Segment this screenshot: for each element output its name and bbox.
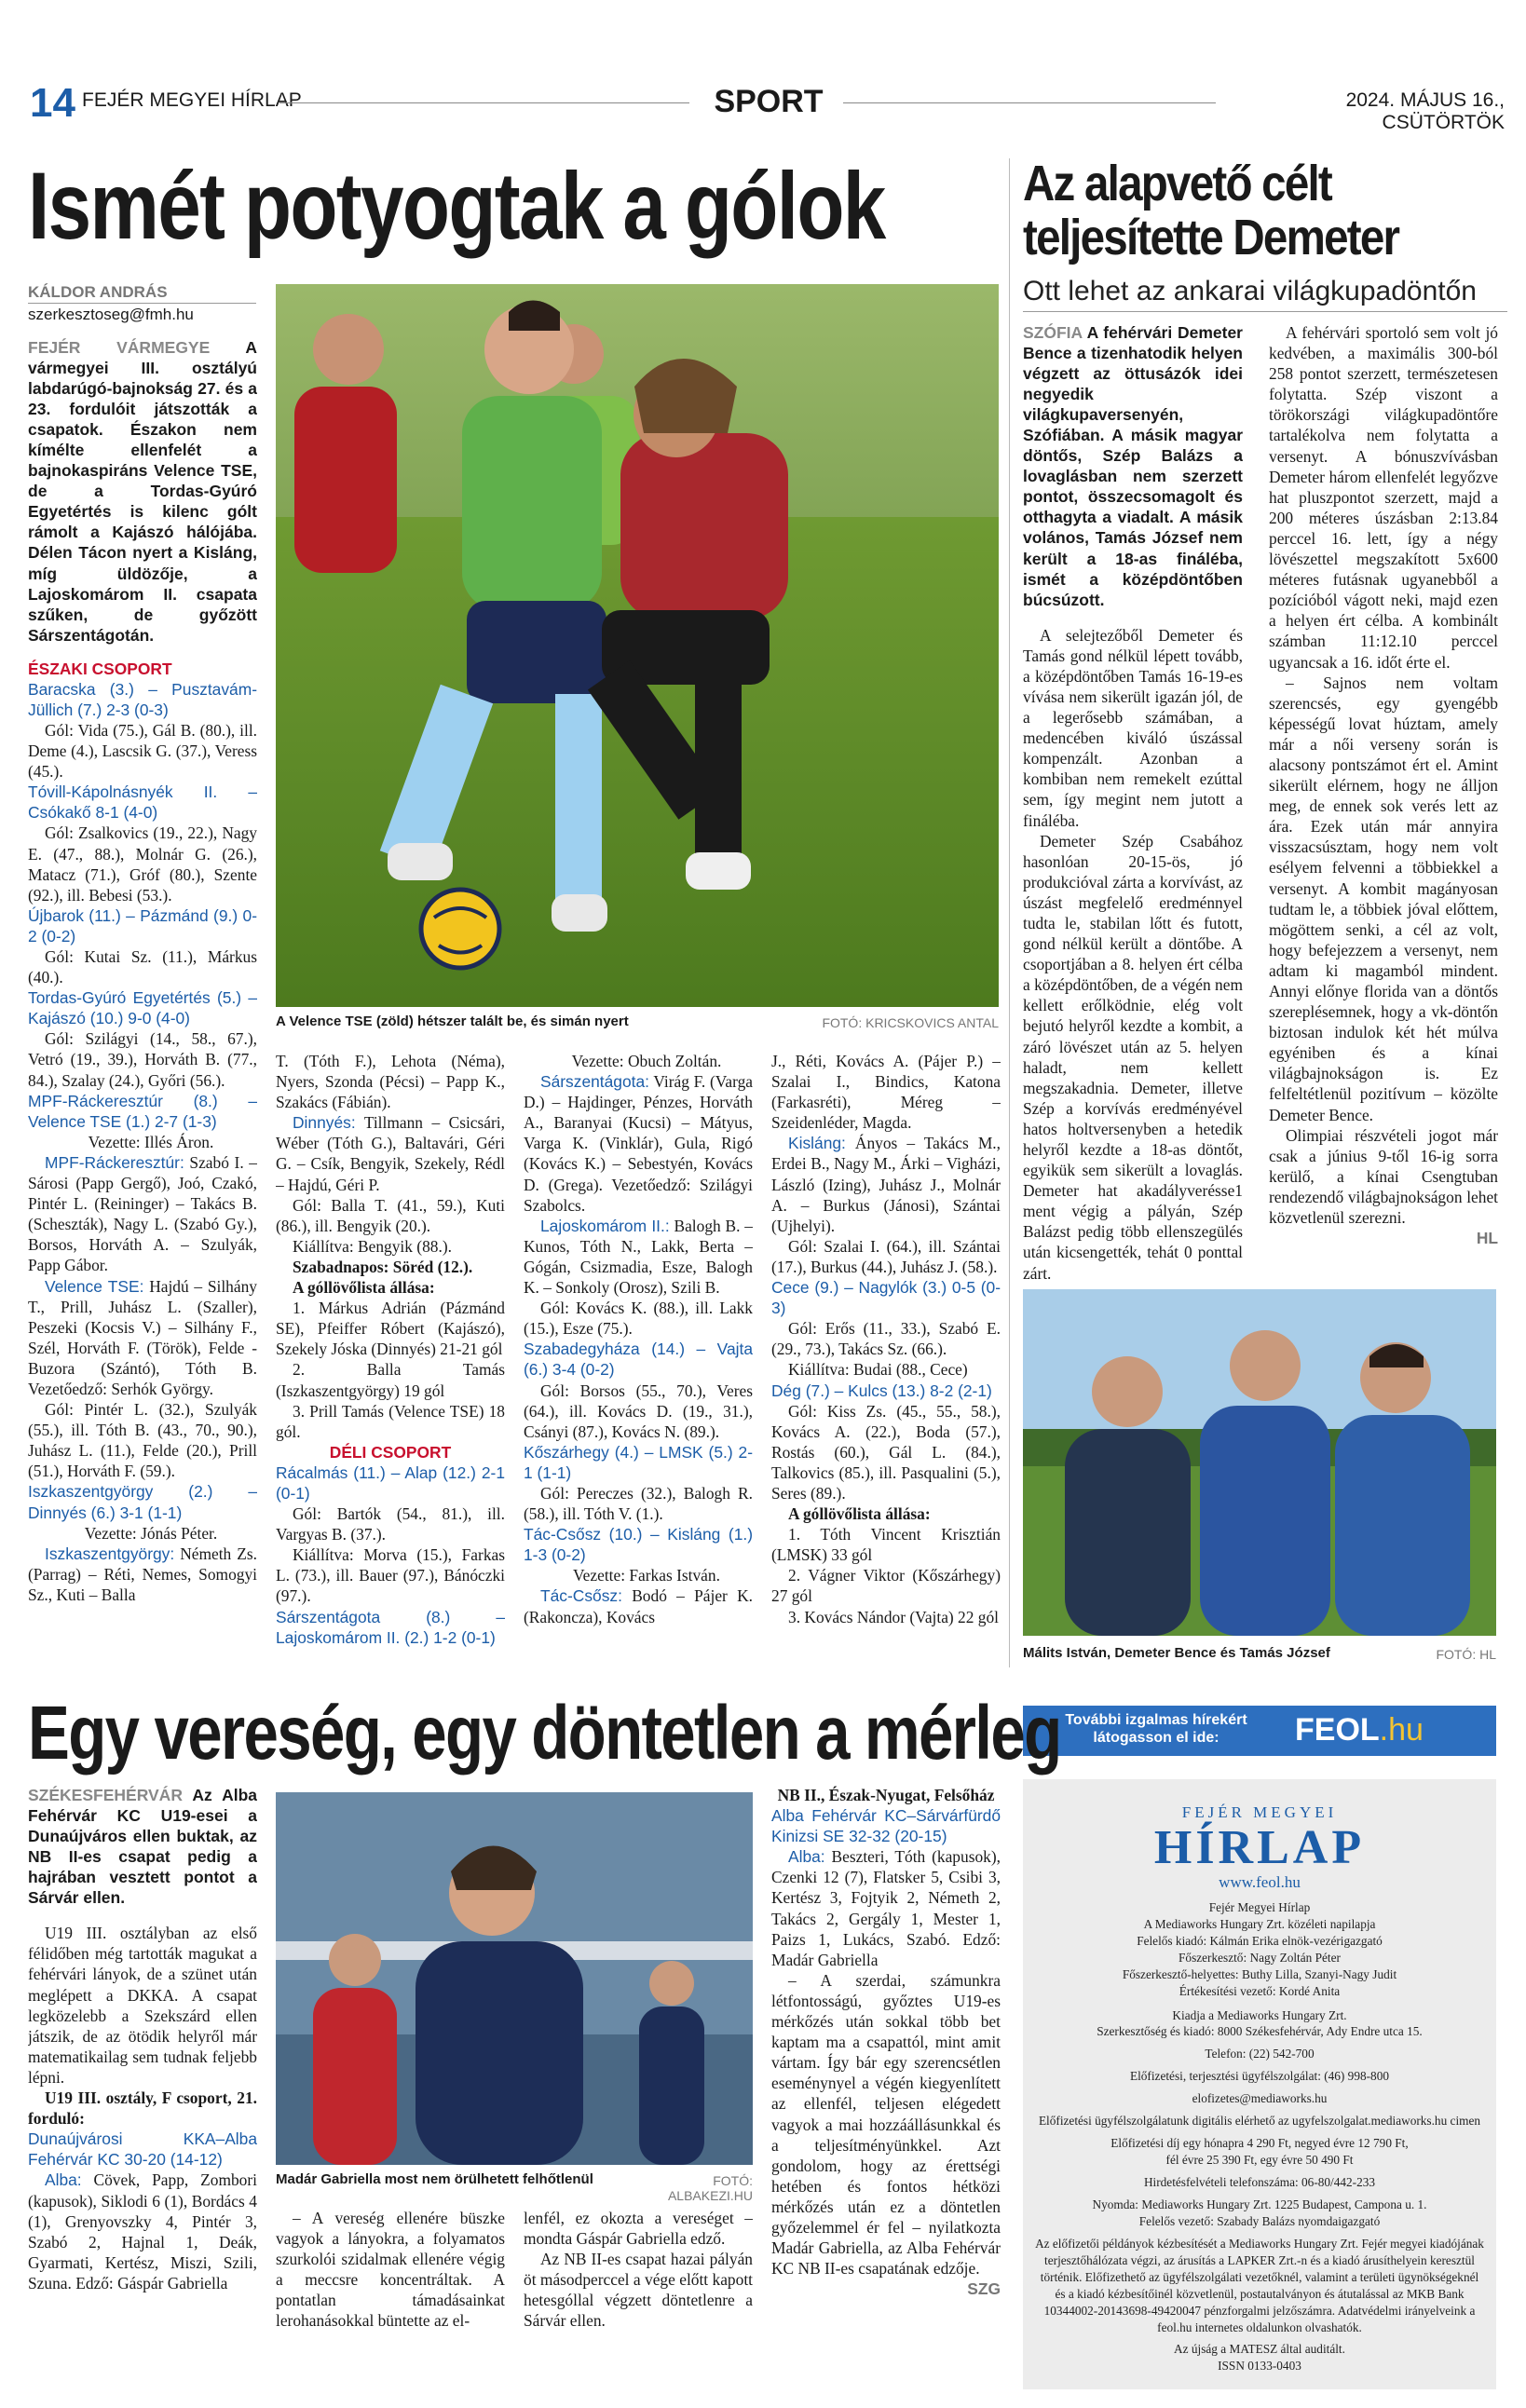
team-lineup bbox=[524, 1071, 753, 1216]
article3-signature: SZG bbox=[967, 2279, 1001, 2299]
byline-rule bbox=[28, 303, 256, 304]
paragraph: – A vereség ellenére büszke vagyok a lányokra, a folyamatos szurkolói szidalmak ellenére végig a meccsre koncentráltak. A pontatlan támadásainkat lerohanásokkal büntette az el- bbox=[276, 2209, 505, 2331]
site-link[interactable]: www.feol.hu bbox=[1219, 1872, 1301, 1891]
dateline: SZÓFIA bbox=[1023, 323, 1083, 342]
team-lineup bbox=[771, 1133, 1001, 1235]
team-name: Dinnyés: bbox=[293, 1113, 356, 1133]
match-goals: Gól: Kutai Sz. (11.), Márkus (40.). bbox=[28, 947, 257, 987]
article2-rule bbox=[1023, 311, 1507, 312]
impressum-email[interactable]: elofizetes@mediaworks.hu bbox=[1192, 2091, 1328, 2106]
article3-headline: Egy vereség, egy döntetlen a mérleg bbox=[28, 1691, 1061, 1775]
team-name: Sárszentágota: bbox=[540, 1072, 649, 1092]
team-lineup bbox=[276, 1112, 505, 1194]
sent-off: Kiállítva: Budai (88., Cece) bbox=[788, 1360, 968, 1380]
match-referee: Vezette: Jónás Péter. bbox=[84, 1523, 218, 1543]
scorer-2: 2. Vágner Viktor (Kőszárhegy) 27 gól bbox=[771, 1566, 1001, 1606]
article2-subhead: Ott lehet az ankarai világkupadöntőn bbox=[1023, 276, 1477, 306]
match-goals: Gól: Szalai I. (64.), ill. Szántai (17.), Burkus (44.), Juhász J. (58.). bbox=[771, 1236, 1001, 1276]
match-title: Dég (7.) – Kulcs (13.) 8-2 (2-1) bbox=[771, 1381, 992, 1400]
handball-photo bbox=[276, 1792, 753, 2165]
paragraph: A fehérvári sportoló sem volt jó kedvében, a maximális 300-ból 258 pontot szerzett, természetesen folytatta. Szép viszont a törökországi világkupadöntőre tartalékolva nem folytatta a versenyt. A bónuszvívásban Demeter három ellenfelét legyőzve hat pluszpontot szerzett, majd a 200 méteres úszásban 2:13.84 perccel 16. lett, így a négy lövészettel megszakított 5x600 méteres futásnak ugyanebből a pozícióból vágott neki, majd ezen a helyen ért célba. A kombinált számban 11:12.10 perccel ugyancsak a 16. időt érte el. bbox=[1269, 323, 1498, 672]
article1-col4 bbox=[771, 1051, 1001, 1669]
lineup-continued: J., Réti, Kovács A. (Pájer P.) – Szalai I., Bindics, Katona (Farkasréti), Méreg – Szeidenléder, Magda. bbox=[771, 1052, 1001, 1133]
lead-text: A fehérvári Demeter Bence a tizenhatodik helyen végzett az öttusázók idei negyedik világkupaversenyén, Szófiában. A másik magyar döntős, Szép Balázs a lovaglásban nem szerzett pontot, összecsomagolt és otthagyta a viadalt. A másik volános, Tamás József nem került a 18-as fináléba, ismét a középdöntőben búcsúzott. bbox=[1023, 323, 1243, 609]
impressum-line: Főszerkesztő: Nagy Zoltán Péter bbox=[1179, 1950, 1341, 1965]
article3-col4 bbox=[771, 1785, 1001, 2395]
match-goals: Gól: Vida (75.), Gál B. (80.), ill. Deme (4.), Lascsik G. (37.), Veress (45.). bbox=[28, 720, 257, 782]
match-title: Tordas-Gyúró Egyetértés (5.) – Kajászó (10.) 9-0 (4-0) bbox=[28, 988, 257, 1028]
match-goals: Gól: Balla T. (41., 59.), Kuti (86.), ill. Bengyik (20.). bbox=[276, 1195, 505, 1235]
issue-date: 2024. MÁJUS 16., CSÜTÖRTÖK bbox=[1345, 89, 1505, 133]
match-goals: Gól: Erős (11., 33.), Szabó E. (29., 73.), Takács Sz. (66.). bbox=[771, 1319, 1001, 1359]
paragraph: Olimpiai részvételi jogot már csak a június 9-től 16-ig sorra kerülő, a kínai Csengtuban rendezendő világbajnokságon lehet közvetlenül szerezni. bbox=[1269, 1125, 1498, 1228]
impressum-line: Nyomda: Mediaworks Hungary Zrt. 1225 Budapest, Campona u. 1. bbox=[1092, 2197, 1427, 2211]
sent-off: Kiállítva: Bengyik (88.). bbox=[293, 1236, 452, 1256]
players: Balogh B. – Kunos, Tóth N., Lakk, Berta – Gógán, Csizmadia, Esze, Balogh K. – Sonkoly (Orosz), Szili B. bbox=[524, 1216, 753, 1298]
paragraph: lenfél, ez okozta a vereséget – mondta Gáspár Gabriella edző. bbox=[524, 2209, 753, 2249]
feol-logo[interactable] bbox=[1295, 1712, 1491, 1749]
match-title: Iszkaszentgyörgy (2.) – Dinnyés (6.) 3-1 (1-1) bbox=[28, 1482, 257, 1522]
team-name: Alba: bbox=[45, 2170, 82, 2190]
match-header: U19 III. osztály, F csoport, 21. forduló: bbox=[28, 2088, 257, 2129]
impressum-line: Értékesítési vezető: Kordé Anita bbox=[1179, 1983, 1341, 1998]
players: Ányos – Takács M., Erdei B., Nagy M., Árki – Vigházi, László (Izing), Juhász J., Molnár A. – Burkus (Jánosi), Szántai (Ujhelyi). bbox=[771, 1134, 1001, 1235]
football-photo bbox=[276, 284, 999, 1007]
impressum-line: Hirdetésfelvételi telefonszáma: 06-80/442-233 bbox=[1143, 2175, 1376, 2189]
team-lineup bbox=[28, 1276, 257, 1400]
football-photo-credit: FOTÓ: KRICSKOVICS ANTAL bbox=[822, 1015, 999, 1030]
match-goals: Gól: Kiss Zs. (45., 55., 58.), Kovács A. (22.), Boda (57.), Rostás (60.), Gál L. (84.), Talkovics (85.), ill. Pasqualini (5.), Seres (89.). bbox=[771, 1401, 1001, 1503]
lead-text: A vármegyei III. osztályú labdarúgó-bajnokság 27. és a 23. fordulóit játszották a csapatok. Északon nem kímélte ellenfelét a bajnokaspiráns Velence TSE, de a Tordas-Gyúró Egyetértés is kilenc gólt rámolt a Kajászó hálójába. Délen Tácon nyert a Kisláng, míg üldözője, a Lajoskomárom II. csapata szűken, de győzött Sárszentágotán. bbox=[28, 338, 257, 645]
scorers-title: A góllövőlista állása: bbox=[293, 1278, 435, 1298]
players: Németh Zs. (Parrag) – Réti, Nemes, Somogyi Sz., Kuti – Balla bbox=[28, 1544, 257, 1604]
match-goals: Gól: Bartók (54., 81.), ill. Vargyas B. (37.). bbox=[276, 1504, 505, 1544]
header-rule-right bbox=[843, 102, 1216, 103]
players: Szabó I. – Sárosi (Papp Gergő), Joó, Czakó, Pintér L. (Reininger) – Takács B. (Scheszták), Nagy L. (Szabó Gy.), Borsos, Horváth A. – Szulyák, Papp Gábor. bbox=[28, 1152, 257, 1275]
team-name: MPF-Ráckeresztúr: bbox=[45, 1152, 184, 1172]
sent-off: Kiállítva: Morva (15.), Farkas L. (73.), ill. Bauer (97.), Bánóczki (97.). bbox=[276, 1545, 505, 1606]
team-lineup bbox=[28, 1152, 257, 1276]
article3-col1 bbox=[28, 1785, 257, 2395]
impressum bbox=[1034, 1803, 1485, 2374]
football-photo-illustration bbox=[276, 284, 999, 1007]
feol-ad-text[interactable]: További izgalmas hírekért látogasson el ide: bbox=[1065, 1712, 1247, 1747]
column-separator bbox=[1009, 158, 1010, 1667]
impressum-line: Felelős vezető: Szabady Balázs nyomdaigazgató bbox=[1138, 2213, 1381, 2228]
article1-col1 bbox=[28, 337, 257, 1669]
logo-main-text: HÍRLAP bbox=[1153, 1820, 1366, 1874]
page-number: 14 bbox=[30, 80, 75, 126]
feol-brand-suffix: .hu bbox=[1379, 1712, 1424, 1748]
article1-col2 bbox=[276, 1051, 505, 1669]
group-north: ÉSZAKI CSOPORT bbox=[28, 659, 172, 678]
day-off: Szabadnapos: Söréd (12.). bbox=[293, 1257, 473, 1276]
scorer-3: 3. Kovács Nándor (Vajta) 22 gól bbox=[788, 1607, 1000, 1626]
impressum-line: Kiadja a Mediaworks Hungary Zrt. bbox=[1172, 2007, 1347, 2022]
match-goals: Gól: Szilágyi (14., 58., 67.), Vetró (19., 39.), Horváth B. (77., 84.), Szalay (24.), Győri (56.). bbox=[28, 1029, 257, 1090]
match-title: Tác-Csősz (10.) – Kisláng (1.) 1-3 (0-2) bbox=[524, 1525, 753, 1565]
article1-lead bbox=[28, 337, 257, 646]
impressum-line: A Mediaworks Hungary Zrt. közéleti napilapja bbox=[1143, 1916, 1376, 1931]
article2-col1 bbox=[1023, 322, 1243, 1282]
match-referee: Vezette: Obuch Zoltán. bbox=[571, 1052, 722, 1070]
players: Cövek, Papp, Zombori (kapusok), Siklodi 6 (1), Bordács 4 (1), Grenyovszky 4, Pintér 3, Szabó 2, Hajnal 1, Deák, Gyarmati, Kertész, Miszi, Szili, Szuna. Edző: Gáspár Gabriella bbox=[28, 2170, 257, 2292]
pentathlon-photo bbox=[1023, 1289, 1496, 1636]
pentathlon-photo-illustration bbox=[1023, 1289, 1496, 1636]
lineup-continued: T. (Tóth F.), Lehota (Néma), Nyers, Szonda (Pécsi) – Papp K., Szakács (Fábián). bbox=[276, 1052, 505, 1112]
team-name: Velence TSE: bbox=[45, 1276, 144, 1296]
pentathlon-photo-credit: FOTÓ: HL bbox=[1436, 1647, 1496, 1662]
section-title: SPORT bbox=[714, 84, 824, 119]
article1-col3 bbox=[524, 1051, 753, 1669]
match-header: NB II., Észak-Nyugat, Felsőház bbox=[777, 1786, 995, 1804]
byline-author: KÁLDOR ANDRÁS bbox=[28, 283, 168, 301]
match-title: Rácalmás (11.) – Alap (12.) 2-1 (0-1) bbox=[276, 1462, 505, 1503]
players: Tillmann – Csicsári, Wéber (Tóth G.), Baltavári, Géri G. – Csík, Bengyik, Szekely, Rédl – Hajdú, Géri P. bbox=[276, 1113, 505, 1194]
paragraph: Az NB II-es csapat hazai pályán öt másodperccel a vége előtt kapott hetesgóllal végzett döntetlenre a Sárvár ellen. bbox=[524, 2250, 753, 2331]
group-south: DÉLI CSOPORT bbox=[329, 1442, 452, 1462]
logo-top-text: FEJÉR MEGYEI bbox=[1181, 1803, 1338, 1821]
article3-col2 bbox=[276, 2208, 505, 2394]
article2-signature: HL bbox=[1476, 1229, 1498, 1248]
impressum-line: Az újság a MATESZ által auditált. bbox=[1174, 2342, 1345, 2357]
impressum-line: Előfizetési, terjesztési ügyfélszolgálat: (46) 998-800 bbox=[1129, 2069, 1390, 2084]
match-referee: Vezette: Illés Áron. bbox=[88, 1132, 214, 1151]
match-goals: Gól: Pintér L. (32.), Szulyák (55.), ill. Tóth B. (43., 70., 90.), Juhász L. (11.), Felde (20.), Prill (51.), Horváth F. (59.). bbox=[28, 1400, 257, 1481]
byline-email[interactable]: szerkesztoseg@fmh.hu bbox=[28, 306, 194, 323]
match-goals: Gól: Zsalkovics (19., 22.), Nagy E. (47., 88.), Molnár G. (26.), Matacz (71.), Gróf (80.), Szente (92.), ill. Bebesi (53.). bbox=[28, 823, 257, 905]
impressum-line: Főszerkesztő-helyettes: Buthy Lilla, Szanyi-Nagy Judit bbox=[1122, 1966, 1397, 1981]
players: Bodó – Pájer K. (Rakoncza), Kovács bbox=[524, 1586, 753, 1626]
paragraph: A selejtezőből Demeter és Tamás gond nélkül lépett tovább, a középdöntőben Tamás 16-19-es vívása nem sikerült igazán jól, de a legerősebb számában, a medencében kiváló úszással kompenzált. Azonban a kombiban nem remekelt ezúttal sem, így megint nem jutott a fináléba. bbox=[1023, 625, 1243, 830]
impressum-line: Az előfizetői példányok kézbesítését a Mediaworks Hungary Zrt. Fejér megyei kiadójának terjesztőhálózata végzi, az árusítás a LAPKER Zrt.-n és a kiadó árusíthelyein keresztül történik. Előfizethető az ügyfélszolgálati vezetőknél, valamint a területi ügynökségeknél és a kiadó kézbesítőinél közvetlenül, postautalványon és átutalással az MKB Bank 10344002-20143698-49420047 pénzforgalmi jelzőszámra. Adatvédelmi irányelveink a feol.hu internetes oldalunkon olvashatók. bbox=[1035, 2236, 1484, 2334]
paper-name: FEJÉR MEGYEI HÍRLAP bbox=[82, 89, 302, 111]
article2-lead bbox=[1023, 322, 1243, 610]
impressum-line: Előfizetési díj egy hónapra 4 290 Ft, negyed évre 12 790 Ft, bbox=[1110, 2136, 1409, 2151]
team-lineup bbox=[28, 2170, 257, 2293]
match-goals: Gól: Pereczes (32.), Balogh R. (58.), ill. Tóth V. (1.). bbox=[524, 1483, 753, 1524]
scorer-2: 2. Balla Tamás (Iszkaszentgyörgy) 19 gól bbox=[276, 1360, 505, 1400]
pentathlon-photo-caption: Málits István, Demeter Bence és Tamás József bbox=[1023, 1645, 1330, 1661]
dateline: FEJÉR VÁRMEGYE bbox=[28, 338, 211, 357]
match-goals: Gól: Kovács K. (88.), ill. Lakk (15.), Esze (75.). bbox=[524, 1299, 753, 1339]
paragraph: – A szerdai, számunkra létfontosságú, győztes U19-es mérkőzés után sokkal több bet kaptam ma a csapattól, mint amit vártam. Így bár egy szerencsétlen eseménynyel a végén kiegyenlített az ellenfél, teljesen elégedett vagyok a mai hozzáállásunkkal és a teljesítményünkkel. Azt gondolom, hogy az érettségi hetében és fontos hétközi mérkőzés után ez a döntetlen győzelemmel ér fel – nyilatkozta Madár Gabriella, az Alba Fehérvár KC NB II-es csapatának edzője. bbox=[771, 1970, 1001, 2279]
team-lineup bbox=[28, 1544, 257, 1605]
team-name: Alba: bbox=[788, 1847, 825, 1867]
match-title: Sárszentágota (8.) – Lajoskomárom II. (2.) 1-2 (0-1) bbox=[276, 1607, 505, 1647]
impressum-line: Előfizetési ügyfélszolgálatunk digitális elérhető az ugyfelszolgalat.mediaworks.hu cimen bbox=[1038, 2114, 1481, 2129]
scorers-title: A góllövőlista állása: bbox=[788, 1504, 931, 1524]
players: Beszteri, Tóth (kapusok), Czenki 12 (7), Flatsker 5, Csibi 3, Kertész 3, Fojtyik 2, Németh 2, Takács 2, Gergály 1, Mester 1, Paizs 1, Lukács, Szabó. Edző: Madár Gabriella bbox=[771, 1847, 1001, 1969]
impressum-line: fél évre 25 390 Ft, egy évre 50 490 Ft bbox=[1165, 2153, 1354, 2168]
article2-headline: Az alapvető célt teljesítette Demeter bbox=[1023, 156, 1399, 266]
match-title: Kőszárhegy (4.) – LMSK (5.) 2-1 (1-1) bbox=[524, 1442, 753, 1482]
scorer-1: 1. Tóth Vincent Krisztián (LMSK) 33 gól bbox=[771, 1525, 1001, 1565]
feol-brand: FEOL bbox=[1295, 1712, 1380, 1748]
team-name: Lajoskomárom II.: bbox=[540, 1216, 670, 1235]
article3-col3 bbox=[524, 2208, 753, 2394]
impressum-line: ISSN 0133-0403 bbox=[1218, 2359, 1301, 2374]
impressum-line: Szerkesztőség és kiadó: 8000 Székesfehérvár, Ady Endre utca 15. bbox=[1097, 2024, 1423, 2039]
players: Hajdú – Silhány T., Prill, Juhász L. (Szaller), Peszeki (Kocsis V.) – Silhány F., Szél, Horváth F. (Török), Felde - Buzora (Szántó), Tóth B. Vezetőedző: Serhók György. bbox=[28, 1276, 257, 1398]
match-title: Újbarok (11.) – Pázmánd (9.) 0-2 (0-2) bbox=[28, 905, 257, 946]
team-lineup bbox=[524, 1216, 753, 1298]
players: Virág F. (Varga D.) – Hajdinger, Pénzes, Horváth A., Baranyai (Kucsi) – Mátyus, Varga K. (Vinklár), Gula, Rigó (Kovács K.) – Sebestyén, Kovács D. (Grega). Vezetőedző: Szilágyi Szabolcs. bbox=[524, 1072, 753, 1215]
team-name: Tác-Csősz: bbox=[540, 1586, 622, 1606]
match-title: Cece (9.) – Nagylók (3.) 0-5 (0-3) bbox=[771, 1278, 1001, 1318]
paragraph: – Sajnos nem voltam szerencsés, egy gyengébb képességű lovat húztam, amely már a női verseny során is alacsony pontszámot ért el. Amint sikerült elérnem, hogy ne álljon meg, de ennek sok verés lett az ára. Ezek után már annyira visszacsúsztam, hogy nem volt esélyem felvenni a többiekkel a versenyt. A kombit magányosan tudtam le, a többiek jóval előttem, mögöttem senki, a cél az volt, hogy befejezzem a versenyt, nem adtam ki magamból mindent. Annyi előnye florida van a döntős szereplésemnek, hogy a vk-döntőn biztosan indulok két hét múlva egyéniben és a kínai világbajnokságon is. Ez felfeltétlenül pozitívum – közölte Demeter Bence. bbox=[1269, 673, 1498, 1124]
match-title: Baracska (3.) – Pusztavám-Jüllich (7.) 2-3 (0-3) bbox=[28, 679, 257, 719]
article3-lead bbox=[28, 1785, 257, 1908]
header-rule-left bbox=[279, 102, 689, 103]
paragraph: Demeter Szép Csabához hasonlóan 20-15-ös, jó produkcióval zárta a korvívást, az úszást megfelelő eredménnyel tudta le, stabilan lőtt és futott, gond nélkül került a döntőbe. A csoportjában a 8. helyen ért célba a középdöntőben, de a végén nem kellett erőlködnie, elég volt bejutó helyről kezdte a kombit, a záró lövészet után az 5. helyen haladt, nem kellett megszakadnia. Demeter, illetve Szép a korvívás eredményével hatos holtversenyben a hetedik helyről kezdte a 18-as döntőt, egyikük sem sikerült a lovaglás. Demeter hat akadályverésse1 ment végig a pályán, Szép Balázst pedig több ellenszegülés után kicsengették, tehát 0 ponttal zárt. bbox=[1023, 831, 1243, 1282]
lead-text: Az Alba Fehérvár KC U19-esei a Dunaújváros ellen buktak, az NB II-es csapat pedig a hajrában vesztett pontot a Sárvár ellen. bbox=[28, 1786, 257, 1908]
handball-photo-illustration bbox=[276, 1792, 753, 2165]
impressum-line: Felelős kiadó: Kálmán Erika elnök-vezérigazgató bbox=[1137, 1933, 1383, 1948]
handball-photo-caption: Madár Gabriella most nem örülhetett felhőtlenül bbox=[276, 2171, 593, 2187]
team-name: Kisláng: bbox=[788, 1134, 846, 1153]
handball-photo-credit: FOTÓ: ALBAKEZI.HU bbox=[667, 2173, 753, 2203]
match-title: Dunaújvárosi KKA–Alba Fehérvár KC 30-20 (14-12) bbox=[28, 2129, 257, 2170]
match-goals: Gól: Borsos (55., 70.), Veres (64.), ill. Kovács D. (19., 31.), Csányi (87.), Kovács N. (89.). bbox=[524, 1381, 753, 1441]
team-lineup bbox=[771, 1846, 1001, 1970]
team-name: Iszkaszentgyörgy: bbox=[45, 1544, 175, 1563]
team-lineup bbox=[524, 1585, 753, 1626]
dateline: SZÉKESFEHÉRVÁR bbox=[28, 1786, 183, 1804]
match-title: Tóvill-Kápolnásnyék II. – Csókakő 8-1 (4-0) bbox=[28, 782, 257, 823]
article1-headline: Ismét potyogtak a gólok bbox=[28, 153, 885, 259]
football-photo-caption: A Velence TSE (zöld) hétszer talált be, és simán nyert bbox=[276, 1014, 629, 1029]
paragraph: U19 III. osztályban az első félidőben még tartották magukat a fehérvári lányok, de a szünet után meglépett a DKKA. A csapat legközelebb a Szekszárd ellen játszik, de az ötödik helyről már matematikailag sem tudnak feljebb lépni. bbox=[28, 1924, 257, 2087]
match-title: Alba Fehérvár KC–Sárvárfürdő Kinizsi SE 32-32 (20-15) bbox=[771, 1806, 1001, 1846]
match-title: Szabadegyháza (14.) – Vajta (6.) 3-4 (0-2) bbox=[524, 1340, 753, 1380]
impressum-line: Fejér Megyei Hírlap bbox=[1208, 1899, 1311, 1914]
article2-col2 bbox=[1269, 322, 1498, 1282]
scorer-3: 3. Prill Tamás (Velence TSE) 18 gól. bbox=[276, 1401, 505, 1441]
scorer-1: 1. Márkus Adrián (Pázmánd SE), Pfeiffer Róbert (Kajászó), Szekely Jóska (Dinnyés) 21-21 gól bbox=[276, 1299, 505, 1359]
match-referee: Vezette: Farkas István. bbox=[573, 1566, 720, 1585]
match-title: MPF-Ráckeresztúr (8.) – Velence TSE (1.) 2-7 (1-3) bbox=[28, 1091, 257, 1131]
impressum-line: Telefon: (22) 542-700 bbox=[1205, 2047, 1315, 2061]
